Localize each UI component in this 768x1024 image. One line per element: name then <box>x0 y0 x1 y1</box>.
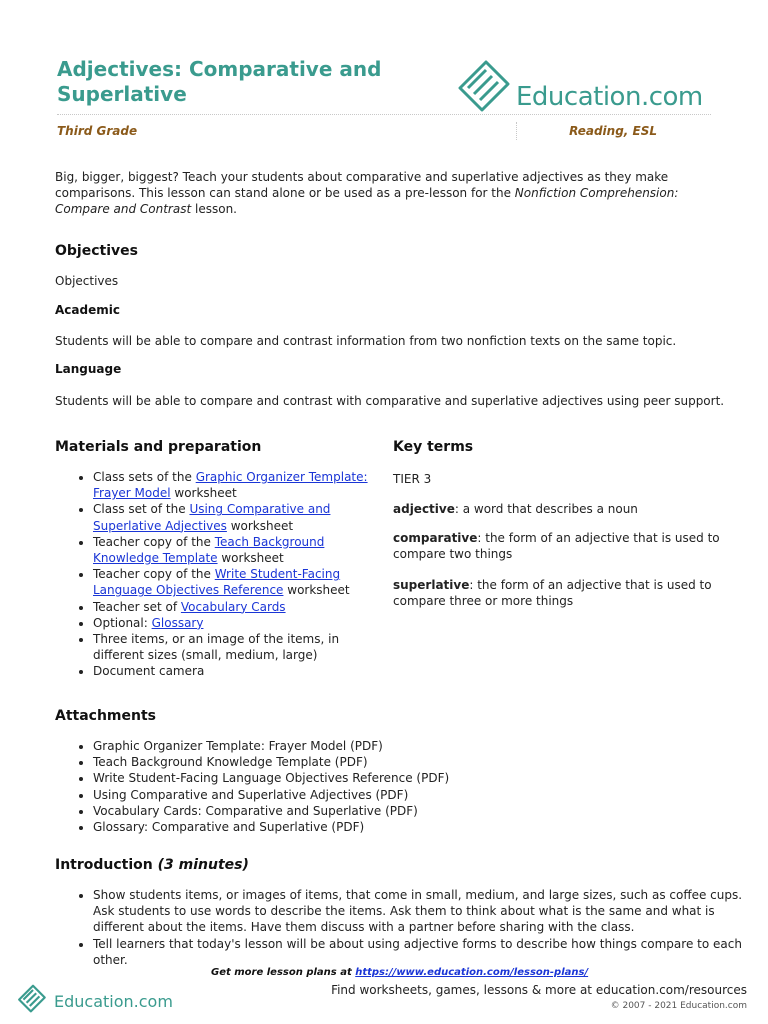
list-item: • Class sets of the Graphic Organizer Template: Frayer Model worksheet <box>93 469 383 501</box>
introduction-heading: Introduction (3 minutes) <box>55 857 249 873</box>
intro-italic-title: Nonfiction Comprehension: Compare and Contrast <box>55 186 679 216</box>
objectives-subheading: Objectives <box>55 274 119 288</box>
objectives-heading: Objectives <box>55 243 138 259</box>
list-item: • Document camera <box>93 663 383 679</box>
list-item: • Teach Background Knowledge Template (PDF) <box>93 754 593 770</box>
list-item: • Glossary: Comparative and Superlative (PDF) <box>93 819 593 835</box>
attachments-list <box>55 738 593 835</box>
education-logo[interactable] <box>456 58 716 112</box>
footer-more-lessons: Get more lesson plans at https://www.education.com/lesson-plans/ <box>211 967 589 978</box>
list-item: • Three items, or an image of the items, in different sizes (small, medium, large) <box>93 631 383 663</box>
attachments-heading: Attachments <box>55 708 157 724</box>
pencil-logo-icon <box>456 58 516 112</box>
introduction-duration: (3 minutes) <box>157 857 249 873</box>
list-item: • Vocabulary Cards: Comparative and Superlative (PDF) <box>93 803 593 819</box>
footer-copyright: © 2007 - 2021 Education.com <box>610 1001 747 1011</box>
subject-label: Reading, ESL <box>569 124 657 138</box>
list-item: • Teacher set of Vocabulary Cards <box>93 599 383 615</box>
introduction-list <box>55 887 753 968</box>
footer-resources: Find worksheets, games, lessons & more at education.com/resources <box>331 983 747 997</box>
list-item: • Teacher copy of the Teach Background Knowledge Template worksheet <box>93 534 383 566</box>
language-objectives-link[interactable]: Write Student-Facing Language Objectives Reference <box>93 567 341 598</box>
footer-logo-wordmark: Education.com <box>54 992 173 1011</box>
language-objective: Students will be able to compare and contrast with comparative and superlative adjectives using peer support. <box>55 394 725 408</box>
logo-wordmark: Education.com <box>516 82 703 112</box>
key-term-superlative: superlative: the form of an adjective that is used to compare three or more things <box>393 578 712 608</box>
materials-heading: Materials and preparation <box>55 439 262 455</box>
list-item: • Show students items, or images of items, that come in small, medium, and large sizes, such as coffee cups. Ask students to use words to describe the items. Ask them to think about what is the same and what is different about the items. Have them discuss with a partner before sharing with the class. <box>93 887 753 936</box>
list-item: • Graphic Organizer Template: Frayer Model (PDF) <box>93 738 593 754</box>
graphic-organizer-link[interactable]: Graphic Organizer Template: Frayer Model <box>93 470 368 501</box>
using-adjectives-link[interactable]: Using Comparative and Superlative Adjectives <box>93 502 331 533</box>
tier-label: TIER 3 <box>393 472 432 486</box>
glossary-link[interactable]: Glossary <box>151 615 204 630</box>
page-title: Adjectives: Comparative and Superlative <box>57 57 382 106</box>
academic-objective: Students will be able to compare and contrast information from two nonfiction texts on the same topic. <box>55 334 677 348</box>
materials-list <box>55 469 383 680</box>
list-item: • Teacher copy of the Write Student-Facing Language Objectives Reference worksheet <box>93 566 383 598</box>
footer-logo[interactable] <box>17 983 177 1015</box>
list-item: • Using Comparative and Superlative Adjectives (PDF) <box>93 787 593 803</box>
intro-text: Big, bigger, biggest? Teach your students about comparative and superlative adjectives as they make comparisons. This lesson can stand alone or be used as a pre-lesson for the <box>55 170 669 200</box>
list-item: • Write Student-Facing Language Objectives Reference (PDF) <box>93 770 593 786</box>
language-label: Language <box>55 362 122 376</box>
key-term-comparative: comparative: the form of an adjective that is used to compare two things <box>393 531 720 561</box>
lesson-plans-link[interactable]: https://www.education.com/lesson-plans/ <box>355 967 589 978</box>
header-divider <box>57 114 711 115</box>
background-knowledge-link[interactable]: Teach Background Knowledge Template <box>93 534 325 566</box>
meta-divider <box>516 122 517 140</box>
academic-label: Academic <box>55 303 120 317</box>
pencil-logo-icon <box>17 983 49 1013</box>
list-item: • Tell learners that today's lesson will be about using adjective forms to describe how things compare to each other. <box>93 936 753 968</box>
key-term-adjective: adjective: a word that describes a noun <box>393 502 638 516</box>
intro-text-end: lesson. <box>191 202 237 216</box>
list-item: • Class set of the Using Comparative and Superlative Adjectives worksheet <box>93 501 383 533</box>
list-item: • Optional: Glossary <box>93 615 383 631</box>
intro-paragraph <box>55 169 705 217</box>
key-terms-heading: Key terms <box>393 439 474 455</box>
grade-label: Third Grade <box>57 124 138 138</box>
vocabulary-cards-link[interactable]: Vocabulary Cards <box>180 599 286 614</box>
